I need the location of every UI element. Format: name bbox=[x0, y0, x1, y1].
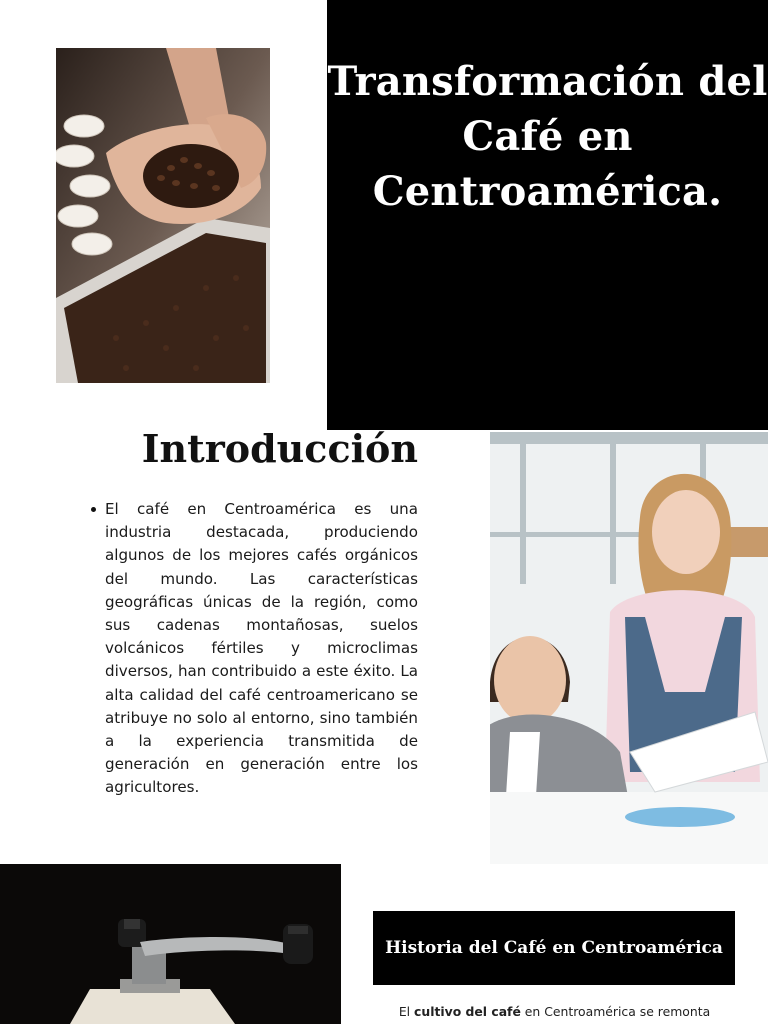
title-block bbox=[327, 0, 768, 430]
intro-paragraph: El café en Centroamérica es una industria destacada, produciendo algunos de los mejores cafés orgánicos del mundo. Las características geográficas únicas de la región, como sus cadenas montañosas, suelos volcánicos fértiles y microclimas diversos, han contribuido a este éxito. La alta calidad del café centroamericano se atribuye no solo al entorno, sino también a la experiencia transmitida de generación en generación entre los agricultores. bbox=[105, 500, 418, 797]
coffee-beans-illustration bbox=[56, 48, 270, 383]
intro-list-item bbox=[105, 498, 418, 800]
history-heading-box bbox=[373, 911, 735, 985]
coffee-grinder-photo bbox=[0, 864, 341, 1024]
coffee-grinder-illustration bbox=[0, 864, 341, 1024]
history-heading: Historia del Café en Centroamérica bbox=[385, 938, 723, 958]
colleagues-photo bbox=[490, 432, 768, 864]
coffee-beans-photo bbox=[56, 48, 270, 383]
history-paragraph bbox=[352, 1003, 757, 1021]
page-title: Transformación del Café en Centroamérica. bbox=[327, 58, 768, 215]
intro-list bbox=[86, 498, 418, 800]
history-text-start: El bbox=[398, 1004, 415, 1019]
history-text-end: en Centroamérica se remonta bbox=[520, 1004, 711, 1019]
history-text-bold: cultivo del café bbox=[414, 1004, 521, 1019]
intro-heading: Introducción bbox=[141, 426, 418, 471]
colleagues-illustration bbox=[490, 432, 768, 864]
